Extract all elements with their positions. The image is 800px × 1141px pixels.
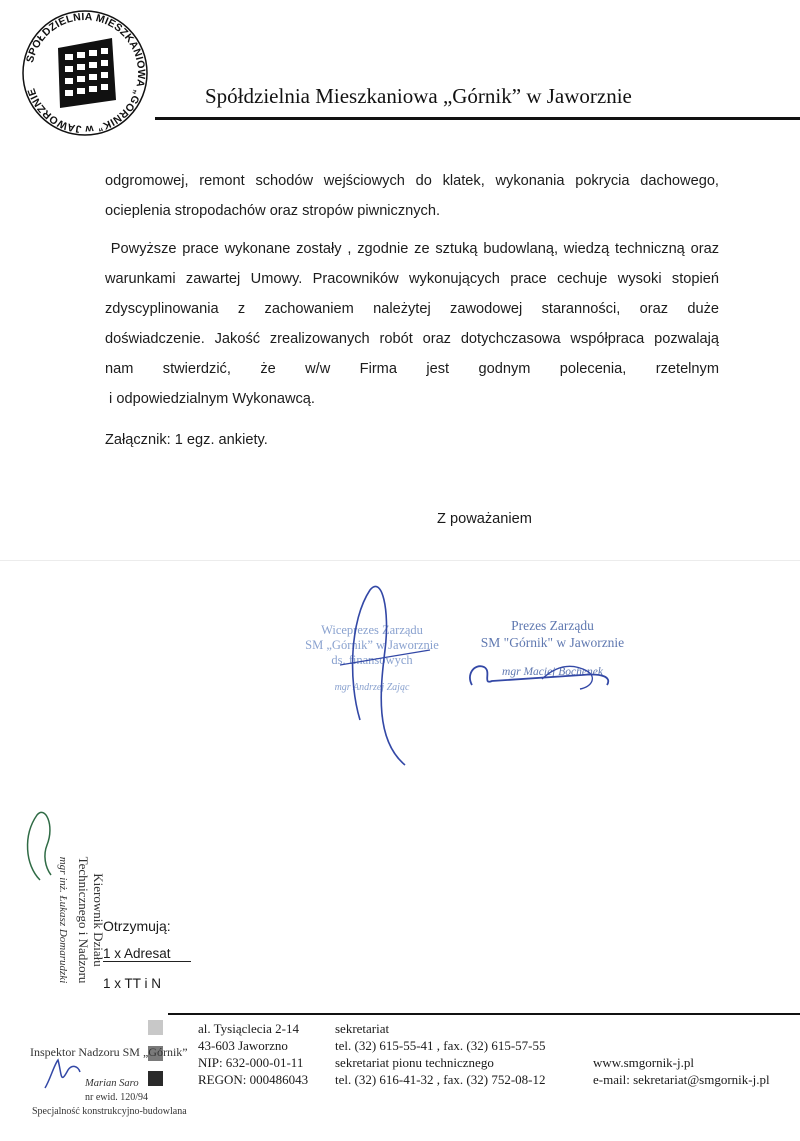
stamp-title: Wiceprezes Zarządu [321,623,423,637]
footer-contact [335,1020,545,1088]
stamp-person-name: mgr inż. Łukasz Domarudzki [57,856,69,984]
address-line: 43-603 Jaworzno [198,1038,288,1053]
recipient-item: 1 x TT i N [103,976,162,991]
website-link[interactable]: www.smgornik-j.pl [593,1055,694,1070]
paragraph-2-line: zdyscyplinowania z zachowaniem należytej zawodowej staranności, oraz duże [105,301,719,317]
department-head-signature [15,805,60,885]
footer-web [593,1054,770,1088]
cooperative-name-heading: Spółdzielnia Mieszkaniowa „Górnik” w Jaworznie [205,84,632,108]
stamp-organization: SM "Górnik" w Jaworznie [480,635,625,650]
paragraph-1 [105,166,719,226]
footer-rule [168,1013,800,1015]
paragraph-1-line: odgromowej, remont schodów wejściowych do klatek, wykonania pokrycia dachowego, [105,173,719,189]
footer-square-icon [148,1020,163,1035]
stamp-specialty: Specjalność konstrukcyjno-budowlana [32,1106,187,1117]
contact-line: sekretariat [335,1021,390,1036]
stamp-department: ds. finansowych [331,653,413,667]
stamp-title: Kierownik Działu [91,873,106,967]
contact-line: tel. (32) 616-41-32 , fax. (32) 752-08-12 [335,1072,546,1087]
paragraph-2-line: nam stwierdzić, że w/w Firma jest godnym polecenia, rzetelnym [105,361,719,377]
inspector-signature [40,1050,85,1095]
stamp-person-name: mgr Maciej Bochenek [502,666,603,678]
president-signature [462,655,632,710]
recipient-item: 1 x Adresat [103,946,191,962]
stamp-title: Inspektor Nadzoru SM „Górnik” [30,1045,188,1059]
address-line: al. Tysiąclecia 2-14 [198,1021,300,1036]
seal-text: SPÓŁDZIELNIA MIESZKANIOWA „GÓRNIK” w JAWORZNIE [24,10,148,136]
contact-line: sekretariat pionu technicznego [335,1055,494,1070]
contact-line: tel. (32) 615-55-41 , fax. (32) 615-57-55 [335,1038,546,1053]
recipients-label: Otrzymują: [103,918,171,934]
stamp-person-name: mgr Andrzej Zając [334,682,410,693]
stamp-department: Technicznego i Nadzoru [76,856,91,984]
closing-salutation: Z poważaniem [437,511,532,527]
paper-fold-line [0,560,800,561]
stamp-license-number: nr ewid. 120/94 [85,1092,149,1103]
department-head-stamp [55,820,106,1020]
paragraph-2-line: i odpowiedzialnym Wykonawcą. [105,391,315,407]
address-line: REGON: 000486043 [198,1072,309,1087]
vice-president-signature [330,570,440,770]
email-link[interactable]: e-mail: sekretariat@smgornik-j.pl [593,1072,770,1087]
paragraph-2-line: Powyższe prace wykonane zostały , zgodnie ze sztuką budowlaną, wiedzą techniczną oraz [105,241,719,257]
address-line: NIP: 632-000-01-11 [198,1055,304,1070]
stamp-organization: SM „Górnik” w Jaworznie [305,638,439,652]
attachment-note: Załącznik: 1 egz. ankiety. [105,432,268,448]
stamp-title: Prezes Zarządu [511,618,594,633]
paragraph-1-line: ocieplenia stropodachów oraz stropów piwnicznych. [105,203,441,219]
paragraph-2-line: warunkami zawartej Umowy. Pracowników wykonujących prace cechuje wysoki stopień [105,271,719,287]
header-rule [155,117,800,120]
paragraph-2-line: doświadczenie. Jakość zrealizowanych robót oraz dotychczasowa współpraca pozwalają [105,331,719,347]
stamp-person-name: Marian Saro [85,1078,139,1089]
paragraph-2 [105,234,719,414]
cooperative-seal-logo [20,8,150,138]
